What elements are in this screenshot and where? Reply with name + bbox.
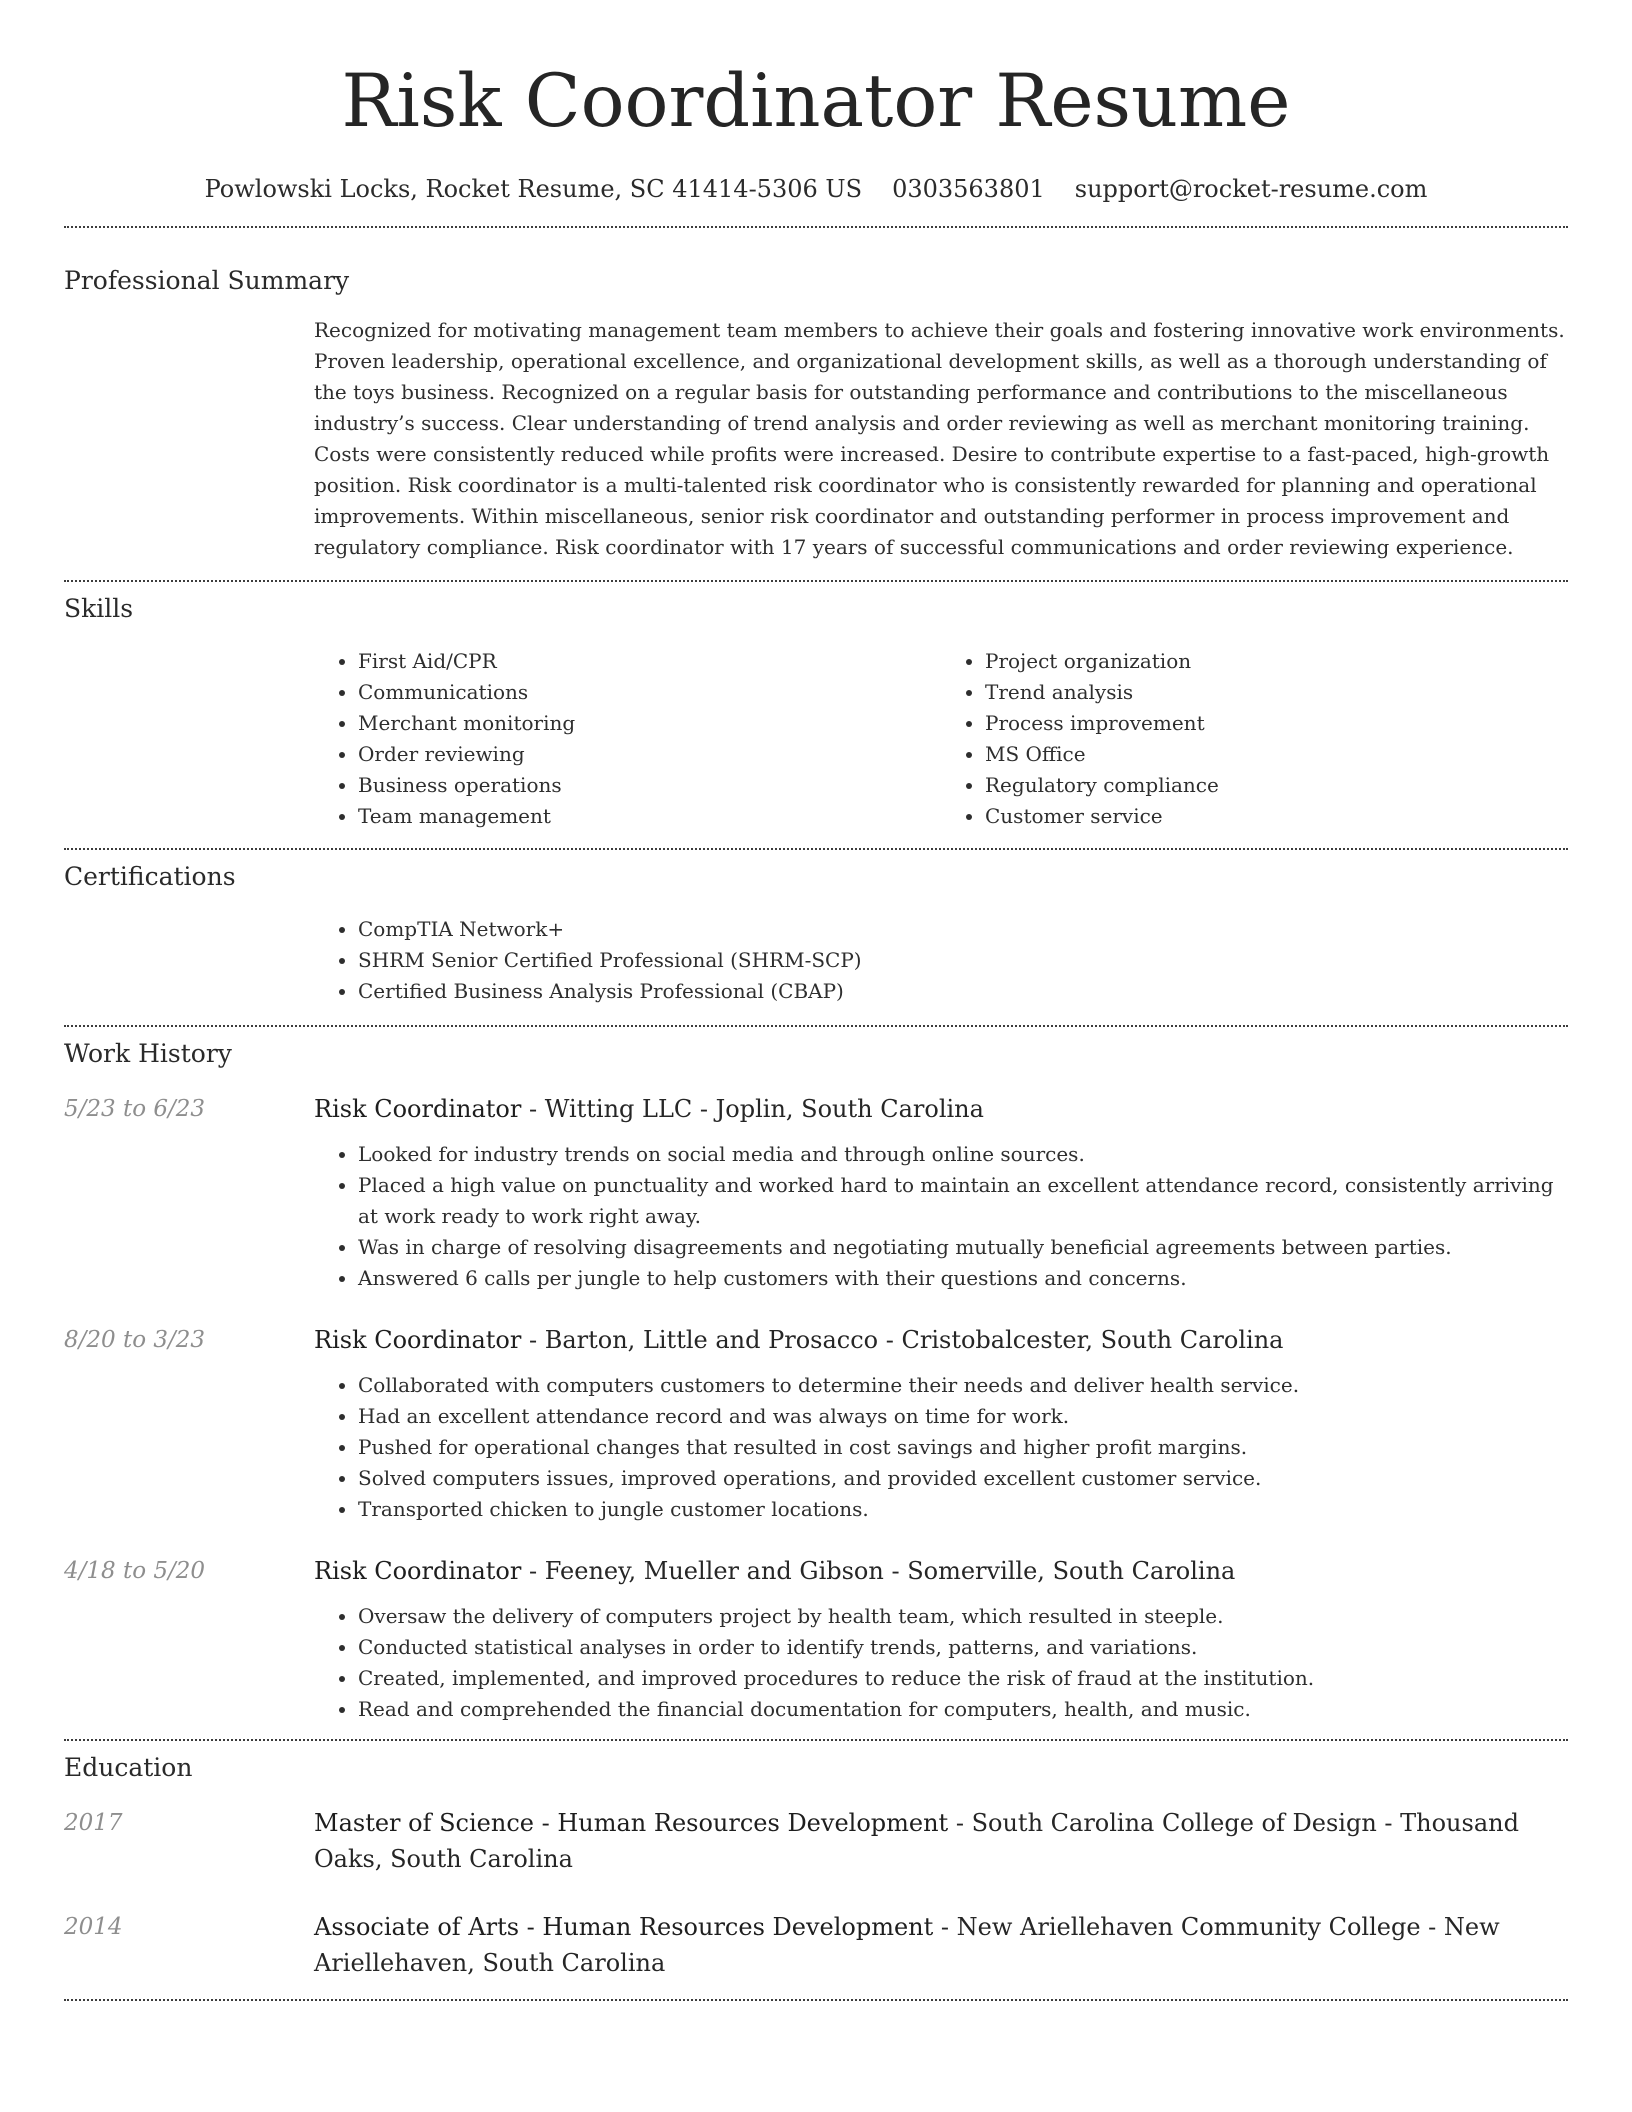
work-section	[64, 1027, 1568, 1725]
job-employer: - Barton, Little and Prosacco - Cristobalcester, South Carolina	[521, 1326, 1284, 1354]
job-bullet: • Answered 6 calls per jungle to help customers with their questions and concerns.	[358, 1263, 1568, 1294]
job-dates: 5/23 to 6/23	[64, 1096, 206, 1122]
skills-list-left	[314, 646, 941, 832]
job-role: Risk Coordinator	[314, 1326, 522, 1354]
skill-item: • Merchant monitoring	[358, 708, 941, 739]
skill-item: • Project organization	[985, 646, 1568, 677]
education-school: - South Carolina College of Design - Thousand Oaks, South Carolina	[314, 1809, 1519, 1873]
contact-phone: 0303563801	[892, 175, 1045, 203]
job-bullet: • Solved computers issues, improved operations, and provided excellent customer service.	[358, 1463, 1568, 1494]
job-dates: 4/18 to 5/20	[64, 1558, 206, 1584]
certification-item: • Certified Business Analysis Professional (CBAP)	[358, 976, 1568, 1007]
skills-section	[64, 582, 1568, 832]
job-bullets	[314, 1370, 1568, 1525]
education-entry	[64, 1909, 1568, 1981]
education-degree: Associate of Arts - Human Resources Development	[314, 1913, 934, 1941]
education-heading: Education	[64, 1753, 193, 1782]
certification-item: • SHRM Senior Certified Professional (SHRM-SCP)	[358, 945, 1568, 976]
resume-title: Risk Coordinator Resume	[341, 59, 1291, 144]
skill-item: • Trend analysis	[985, 677, 1568, 708]
contact-email[interactable]: support@rocket-resume.com	[1074, 175, 1428, 203]
skill-item: • Order reviewing	[358, 739, 941, 770]
job-role: Risk Coordinator	[314, 1095, 522, 1123]
skills-heading: Skills	[64, 594, 134, 623]
education-degree: Master of Science - Human Resources Development	[314, 1809, 949, 1837]
job-heading	[314, 1091, 1568, 1127]
job-role: Risk Coordinator	[314, 1557, 522, 1585]
skill-item: • Team management	[358, 801, 941, 832]
job-heading	[314, 1553, 1568, 1589]
job-heading	[314, 1322, 1568, 1358]
job-bullet: • Conducted statistical analyses in order to identify trends, patterns, and variations.	[358, 1632, 1568, 1663]
skill-item: • MS Office	[985, 739, 1568, 770]
skill-item: • First Aid/CPR	[358, 646, 941, 677]
job-dates: 8/20 to 3/23	[64, 1327, 206, 1353]
education-section	[64, 1741, 1568, 1981]
job-bullet: • Read and comprehended the financial documentation for computers, health, and music.	[358, 1694, 1568, 1725]
summary-text: Recognized for motivating management team members to achieve their goals and fostering innovative work environments. Proven leadership, operational excellence, and organizational development skills, as well as a thorough understanding of the toys business. Recognized on a regular basis for outstanding performance and contributions to the miscellaneous industry’s success. Clear understanding of trend analysis and order reviewing as well as merchant monitoring training. Costs were consistently reduced while profits were increased. Desire to contribute expertise to a fast-paced, high-growth position. Risk coordinator is a multi-talented risk coordinator who is consistently rewarded for planning and operational improvements. Within miscellaneous, senior risk coordinator and outstanding performer in process improvement and regulatory compliance. Risk coordinator with 17 years of successful communications and order reviewing experience.	[314, 318, 1565, 559]
job-bullet: • Oversaw the delivery of computers project by health team, which resulted in steeple.	[358, 1601, 1568, 1632]
job-bullet: • Had an excellent attendance record and was always on time for work.	[358, 1401, 1568, 1432]
education-entry	[64, 1805, 1568, 1877]
certifications-section	[64, 850, 1568, 1007]
summary-section	[64, 228, 1568, 563]
skill-item: • Business operations	[358, 770, 941, 801]
certifications-list	[314, 914, 1568, 1007]
job-employer: - Witting LLC - Joplin, South Carolina	[521, 1095, 984, 1123]
education-year: 2014	[64, 1914, 123, 1940]
job-bullets	[314, 1139, 1568, 1294]
certifications-heading: Certifications	[64, 862, 236, 891]
job-bullet: • Collaborated with computers customers to determine their needs and deliver health service.	[358, 1370, 1568, 1401]
skill-item: • Regulatory compliance	[985, 770, 1568, 801]
education-year: 2017	[64, 1810, 123, 1836]
job-bullet: • Placed a high value on punctuality and worked hard to maintain an excellent attendance record, consistently arriving at work ready to work right away.	[358, 1170, 1568, 1232]
skills-list-right	[941, 646, 1568, 832]
job-bullet: • Transported chicken to jungle customer locations.	[358, 1494, 1568, 1525]
work-heading: Work History	[64, 1039, 232, 1068]
education-school: - New Ariellehaven Community College - New Ariellehaven, South Carolina	[314, 1913, 1500, 1977]
job-entry	[64, 1322, 1568, 1525]
job-bullet: • Looked for industry trends on social media and through online sources.	[358, 1139, 1568, 1170]
contact-line	[64, 173, 1568, 205]
summary-heading: Professional Summary	[64, 266, 350, 295]
education-heading	[314, 1805, 1568, 1877]
resume-page	[64, 0, 1568, 2001]
skill-item: • Customer service	[985, 801, 1568, 832]
job-bullet: • Pushed for operational changes that resulted in cost savings and higher profit margins.	[358, 1432, 1568, 1463]
job-bullet: • Created, implemented, and improved procedures to reduce the risk of fraud at the institution.	[358, 1663, 1568, 1694]
certification-item: • CompTIA Network+	[358, 914, 1568, 945]
skill-item: • Process improvement	[985, 708, 1568, 739]
job-bullets	[314, 1601, 1568, 1725]
divider	[64, 1999, 1568, 2001]
job-entry	[64, 1553, 1568, 1725]
skill-item: • Communications	[358, 677, 941, 708]
job-entry	[64, 1091, 1568, 1294]
education-heading	[314, 1909, 1568, 1981]
job-employer: - Feeney, Mueller and Gibson - Somerville, South Carolina	[521, 1557, 1236, 1585]
job-bullet: • Was in charge of resolving disagreements and negotiating mutually beneficial agreements between parties.	[358, 1232, 1568, 1263]
contact-address: Powlowski Locks, Rocket Resume, SC 41414-5306 US	[204, 175, 863, 203]
